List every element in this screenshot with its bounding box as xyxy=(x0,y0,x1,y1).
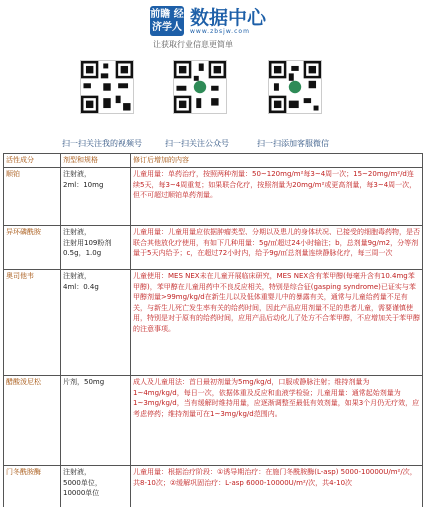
active-ingredient: 门冬酰胺酶 xyxy=(4,466,61,507)
qr-code-icon xyxy=(268,60,322,114)
revision-content: 儿童用量：单药治疗，按照两种剂量：50~120mg/m²每3~4周一次；15~20mg/m²/d连续5天，每3~4周重复；如果联合化疗，按照剂量为20mg/m²或更高剂量，每3~4周一次，但不可超过顺铂单药剂量。 xyxy=(131,168,423,226)
active-ingredient: 醋酸泼尼松 xyxy=(4,376,61,466)
page-header xyxy=(0,0,428,150)
qr-label: 扫一扫关注我的视频号 xyxy=(62,139,142,148)
revision-content: 儿童用量：根据治疗阶段：①诱导期治疗：在施门冬酰胺酶(L-asp) 5000-10000U/m²/次，共8-10次；②缓解巩固治疗：L-asp 6000-10000U/m²/次，共4-10次 xyxy=(131,466,423,507)
active-ingredient: 异环磷酰胺 xyxy=(4,226,61,270)
dosage-form: 注射液， 5000单位， 10000单位 xyxy=(61,466,131,507)
logo-title: 数据中心 xyxy=(190,6,267,29)
column-header: 修订后增加的内容 xyxy=(131,154,423,168)
qr-code-icon xyxy=(80,60,134,114)
brand-logo xyxy=(150,6,266,36)
table-row xyxy=(4,270,423,376)
dosage-form: 注射液， 2ml：10mg xyxy=(61,168,131,226)
column-header: 活性成分 xyxy=(4,154,61,168)
dosage-form: 注射液， 注射用109粉剂 0.5g，1.0g xyxy=(61,226,131,270)
qr-label: 扫一扫添加客服微信 xyxy=(257,139,329,148)
table-row xyxy=(4,226,423,270)
dosage-form: 注射液， 4ml：0.4g xyxy=(61,270,131,376)
revision-content: 成人及儿童用法：首日最初剂量为5mg/kg/d，口服或静脉注射；维持剂量为1~4mg/kg/d，每日一次，依据体重及反应和血液学检验；儿童用量：通常起始剂量为1~3mg/kg/d，当有缓解时维持用量，应逐渐调整至最低有效剂量，如果3个月仍无疗效，应考虑停药；维持剂量可在1~3mg/kg/d范围内。 xyxy=(131,376,423,466)
qr-code-icon xyxy=(173,60,227,114)
active-ingredient: 顺铂 xyxy=(4,168,61,226)
table-header-row xyxy=(4,154,423,168)
table-row xyxy=(4,466,423,507)
slogan: 让获取行业信息更简单 xyxy=(153,40,233,49)
column-header: 剂型和规格 xyxy=(61,154,131,168)
revision-content: 儿童使用：MES NEX未在儿童开展临床研究，MES NEX含有苯甲醇(每毫升含有10.4mg苯甲醇)，苯甲醇在儿童用药中不良反应相关，特别是综合征(gasping syndrome)已证实与苯甲醇剂量>99mg/kg/d在新生儿以及低体重婴儿中的暴露有关，通常与儿童给药量不足有关，与新生儿死亡发生率有关的给药时间，因此产品应用剂量不足的患者儿童，需要谨慎使用，特别是对于原有的给药时间，应用产品后动化儿了处方不合苯甲醇，不应增加关于苯甲醇的注意事项。 xyxy=(131,270,423,376)
drug-revision-table xyxy=(3,153,422,507)
table-row xyxy=(4,376,423,466)
logo-mark: 前瞻 经济学人 xyxy=(150,6,184,36)
table-row xyxy=(4,168,423,226)
qr-label: 扫一扫关注公众号 xyxy=(165,139,229,148)
logo-url: www.zbsjw.com xyxy=(190,27,250,35)
dosage-form: 片剂，50mg xyxy=(61,376,131,466)
revision-content: 儿童用量：儿童用量应依据肿瘤类型、分期以及患儿的身体状况、已接受的细胞毒药物，是否联合其他放化疗使用，有如下几种用量：5g/㎡超过24小时输注；b，总剂量9g/m2，分等剂量于5天内给予；c，在超过72小时内，给予9g/㎡总剂量连续静脉化疗，每三周一次 xyxy=(131,226,423,270)
logo-text xyxy=(190,8,266,35)
active-ingredient: 奥司他韦 xyxy=(4,270,61,376)
